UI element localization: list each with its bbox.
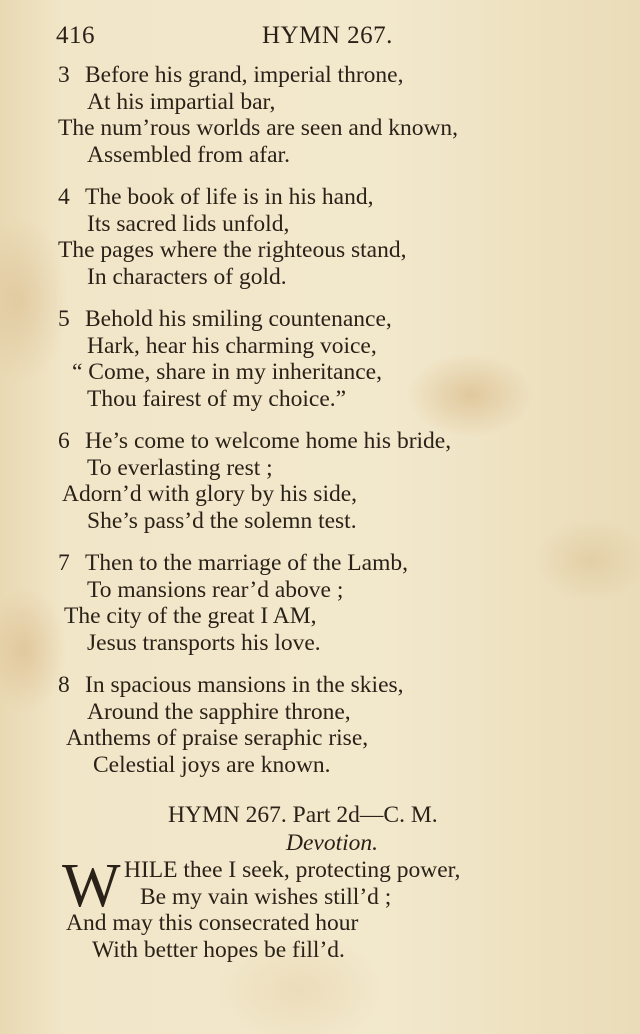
- stanza-number: 5: [58, 306, 70, 332]
- stanza-number: 3: [58, 62, 70, 88]
- stanza-line: Adorn’d with glory by his side,: [62, 481, 358, 507]
- stanza-line: She’s pass’d the solemn test.: [87, 507, 357, 534]
- stanza-line: In characters of gold.: [87, 263, 287, 290]
- stanza-3: [58, 62, 618, 168]
- stanza-line: Hark, hear his charming voice,: [87, 332, 377, 359]
- verse-line: Be my vain wishes still’d ;: [140, 883, 392, 910]
- stanza-6: [58, 428, 618, 534]
- stanza-line: The pages where the righteous stand,: [58, 237, 407, 263]
- hymn-subtitle: Devotion.: [286, 830, 379, 856]
- stanza-line: Around the sapphire throne,: [87, 698, 351, 725]
- stanza-line: 5 Behold his smiling countenance,: [58, 306, 392, 332]
- hymn-body: [58, 62, 618, 794]
- stanza-line: Assembled from afar.: [87, 141, 290, 168]
- stanza-7: [58, 550, 618, 656]
- second-hymn: [58, 802, 618, 963]
- stanza-line: “ Come, share in my inheritance,: [72, 359, 382, 385]
- verse-line: HILE thee I seek, protecting power,: [124, 857, 461, 883]
- stanza-line: 6 He’s come to welcome home his bride,: [58, 428, 452, 454]
- hymn-title: HYMN 267. Part 2d—C. M.: [168, 802, 438, 828]
- stanza-number: 8: [58, 672, 70, 698]
- stanza-4: [58, 184, 618, 290]
- stanza-line: Anthems of praise seraphic rise,: [66, 725, 369, 751]
- stanza-number: 7: [58, 550, 70, 576]
- page-header: [56, 22, 576, 56]
- stanza-line: Jesus transports his love.: [87, 629, 321, 656]
- stanza-line: Its sacred lids unfold,: [87, 210, 290, 237]
- stanza-5: [58, 306, 618, 412]
- first-verse: [58, 852, 618, 963]
- stanza-line: To mansions rear’d above ;: [87, 576, 344, 603]
- stanza-line: At his impartial bar,: [87, 88, 276, 115]
- running-title: HYMN 267.: [262, 22, 393, 49]
- stanza-number: 4: [58, 184, 70, 210]
- verse-line: With better hopes be fill’d.: [92, 936, 345, 963]
- stanza-line: 7 Then to the marriage of the Lamb,: [58, 550, 408, 576]
- stanza-number: 6: [58, 428, 70, 454]
- verse-line: And may this consecrated hour: [66, 910, 359, 936]
- stanza-8: [58, 672, 618, 778]
- stanza-line: 4 The book of life is in his hand,: [58, 184, 374, 210]
- stanza-line: 3 Before his grand, imperial throne,: [58, 62, 404, 88]
- stanza-line: The city of the great I AM,: [64, 603, 317, 629]
- stanza-line: 8 In spacious mansions in the skies,: [58, 672, 404, 698]
- stanza-line: To everlasting rest ;: [87, 454, 273, 481]
- stanza-line: The num’rous worlds are seen and known,: [58, 115, 459, 141]
- stanza-line: Celestial joys are known.: [93, 751, 331, 778]
- page-number: 416: [56, 22, 95, 49]
- stanza-line: Thou fairest of my choice.”: [87, 385, 347, 412]
- drop-cap: W: [62, 852, 121, 920]
